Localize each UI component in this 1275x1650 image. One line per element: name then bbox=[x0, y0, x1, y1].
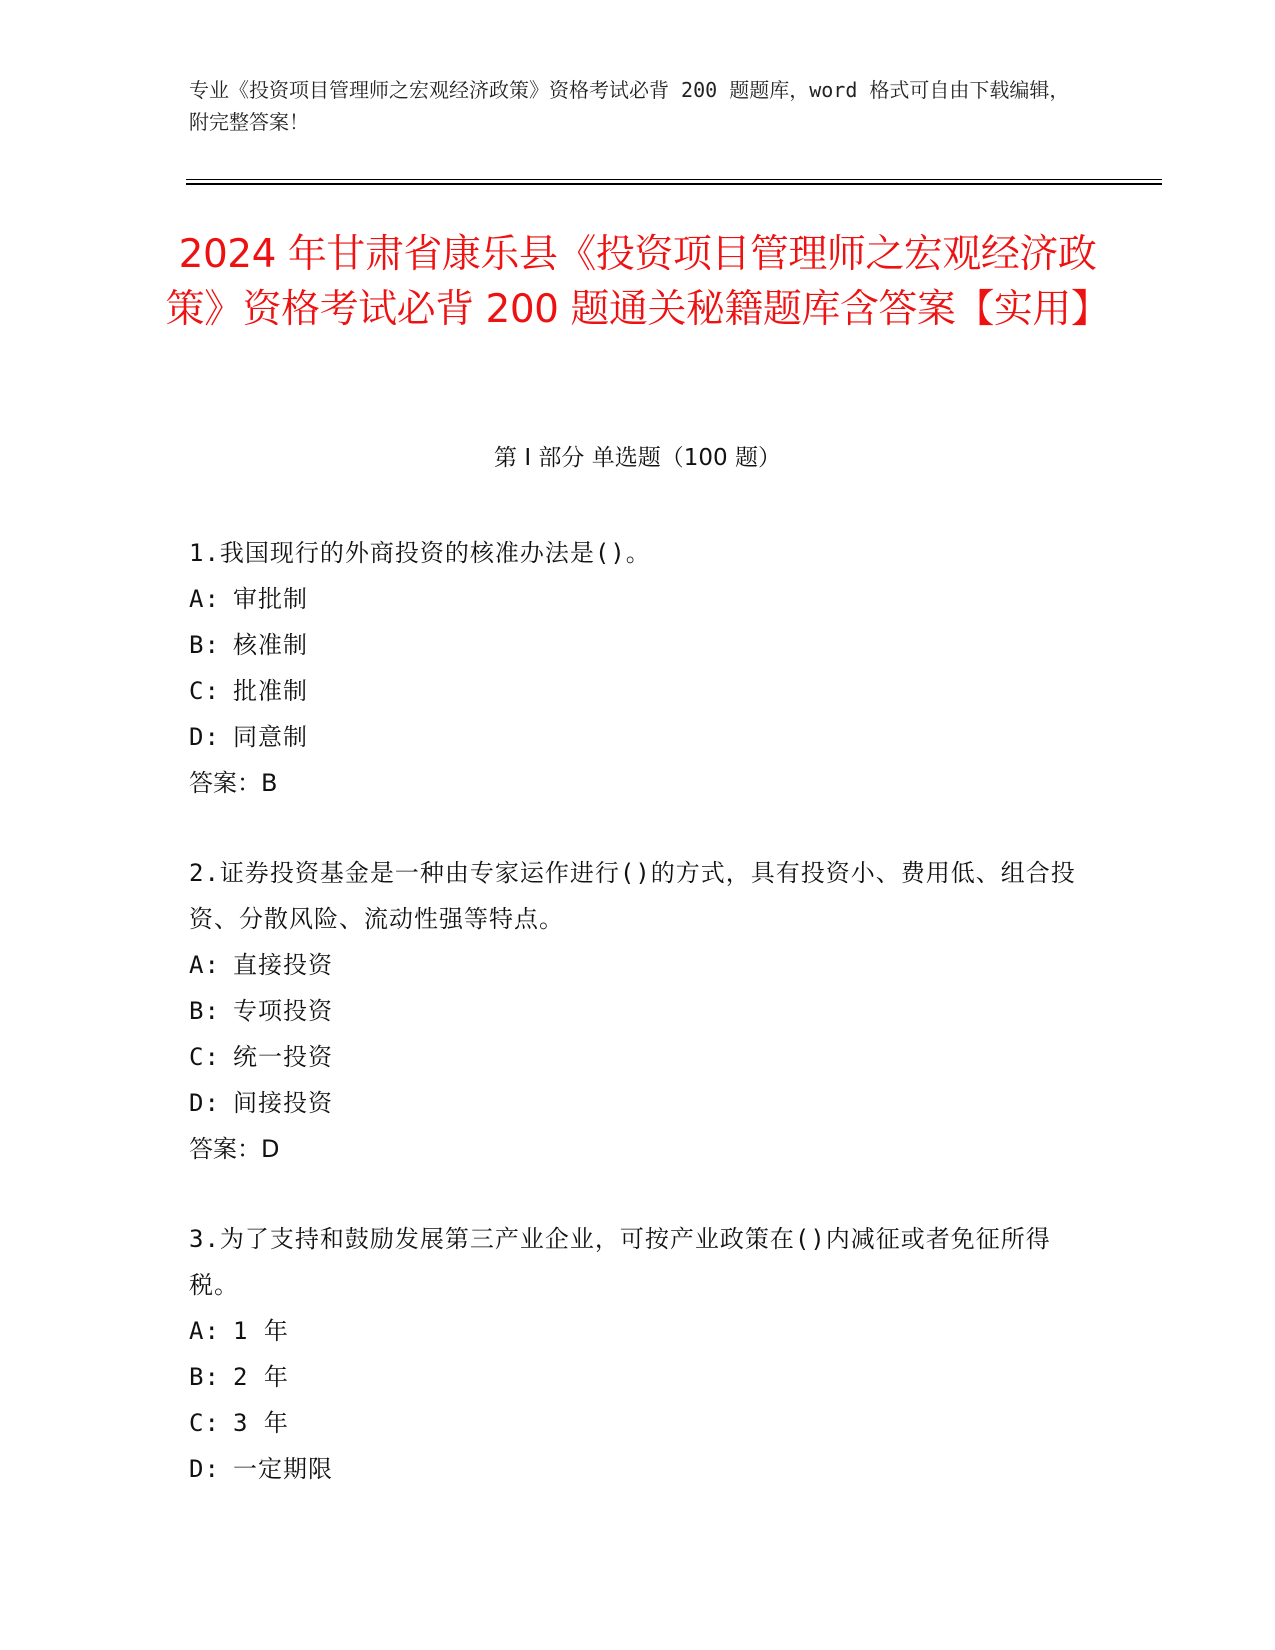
option-letter: C: bbox=[189, 1409, 220, 1437]
option-text: 一定期限 bbox=[233, 1455, 333, 1483]
option-a bbox=[189, 942, 1089, 988]
header-divider-thin bbox=[186, 179, 1162, 180]
option-d bbox=[189, 714, 1089, 760]
question-stem: 2.证券投资基金是一种由专家运作进行()的方式，具有投资小、费用低、组合投资、分散风险、流动性强等特点。 bbox=[189, 859, 1076, 933]
option-b bbox=[189, 1354, 1089, 1400]
option-b bbox=[189, 622, 1089, 668]
header-divider-thick bbox=[186, 183, 1162, 185]
answer-line: 答案：B bbox=[189, 769, 278, 797]
option-a bbox=[189, 576, 1089, 622]
option-letter: B: bbox=[189, 1363, 220, 1391]
header-note: 专业《投资项目管理师之宏观经济政策》资格考试必背 200 题题库，word 格式可自由下载编辑，附完整答案！ bbox=[189, 78, 1070, 134]
option-text: 统一投资 bbox=[233, 1043, 333, 1071]
option-letter: B: bbox=[189, 997, 220, 1025]
question-3 bbox=[189, 1216, 1089, 1492]
option-text: 专项投资 bbox=[233, 997, 333, 1025]
option-text: 批准制 bbox=[233, 677, 308, 705]
option-c bbox=[189, 668, 1089, 714]
option-text: 间接投资 bbox=[233, 1089, 333, 1117]
answer-line: 答案：D bbox=[189, 1135, 280, 1163]
option-c bbox=[189, 1400, 1089, 1446]
section-heading: 第 I 部分 单选题（100 题） bbox=[494, 445, 781, 471]
option-text: 核准制 bbox=[233, 631, 308, 659]
option-text: 直接投资 bbox=[233, 951, 333, 979]
option-letter: D: bbox=[189, 723, 220, 751]
option-c bbox=[189, 1034, 1089, 1080]
option-text: 3 年 bbox=[233, 1409, 289, 1437]
question-2 bbox=[189, 850, 1089, 1172]
option-text: 审批制 bbox=[233, 585, 308, 613]
option-b bbox=[189, 988, 1089, 1034]
option-letter: A: bbox=[189, 585, 220, 613]
option-letter: B: bbox=[189, 631, 220, 659]
option-letter: D: bbox=[189, 1455, 220, 1483]
option-letter: A: bbox=[189, 951, 220, 979]
option-d bbox=[189, 1080, 1089, 1126]
document-title: 2024 年甘肃省康乐县《投资项目管理师之宏观经济政策》资格考试必背 200 题通关秘籍题库含答案【实用】 bbox=[165, 232, 1110, 332]
option-d bbox=[189, 1446, 1089, 1492]
question-stem: 3.为了支持和鼓励发展第三产业企业，可按产业政策在()内减征或者免征所得税。 bbox=[189, 1225, 1051, 1299]
option-letter: C: bbox=[189, 677, 220, 705]
option-a bbox=[189, 1308, 1089, 1354]
option-text: 2 年 bbox=[233, 1363, 289, 1391]
option-letter: A: bbox=[189, 1317, 220, 1345]
option-text: 1 年 bbox=[233, 1317, 289, 1345]
question-1 bbox=[189, 530, 1089, 806]
option-letter: D: bbox=[189, 1089, 220, 1117]
option-letter: C: bbox=[189, 1043, 220, 1071]
question-list bbox=[189, 530, 1089, 1536]
question-stem: 1.我国现行的外商投资的核准办法是()。 bbox=[189, 539, 651, 567]
option-text: 同意制 bbox=[233, 723, 308, 751]
